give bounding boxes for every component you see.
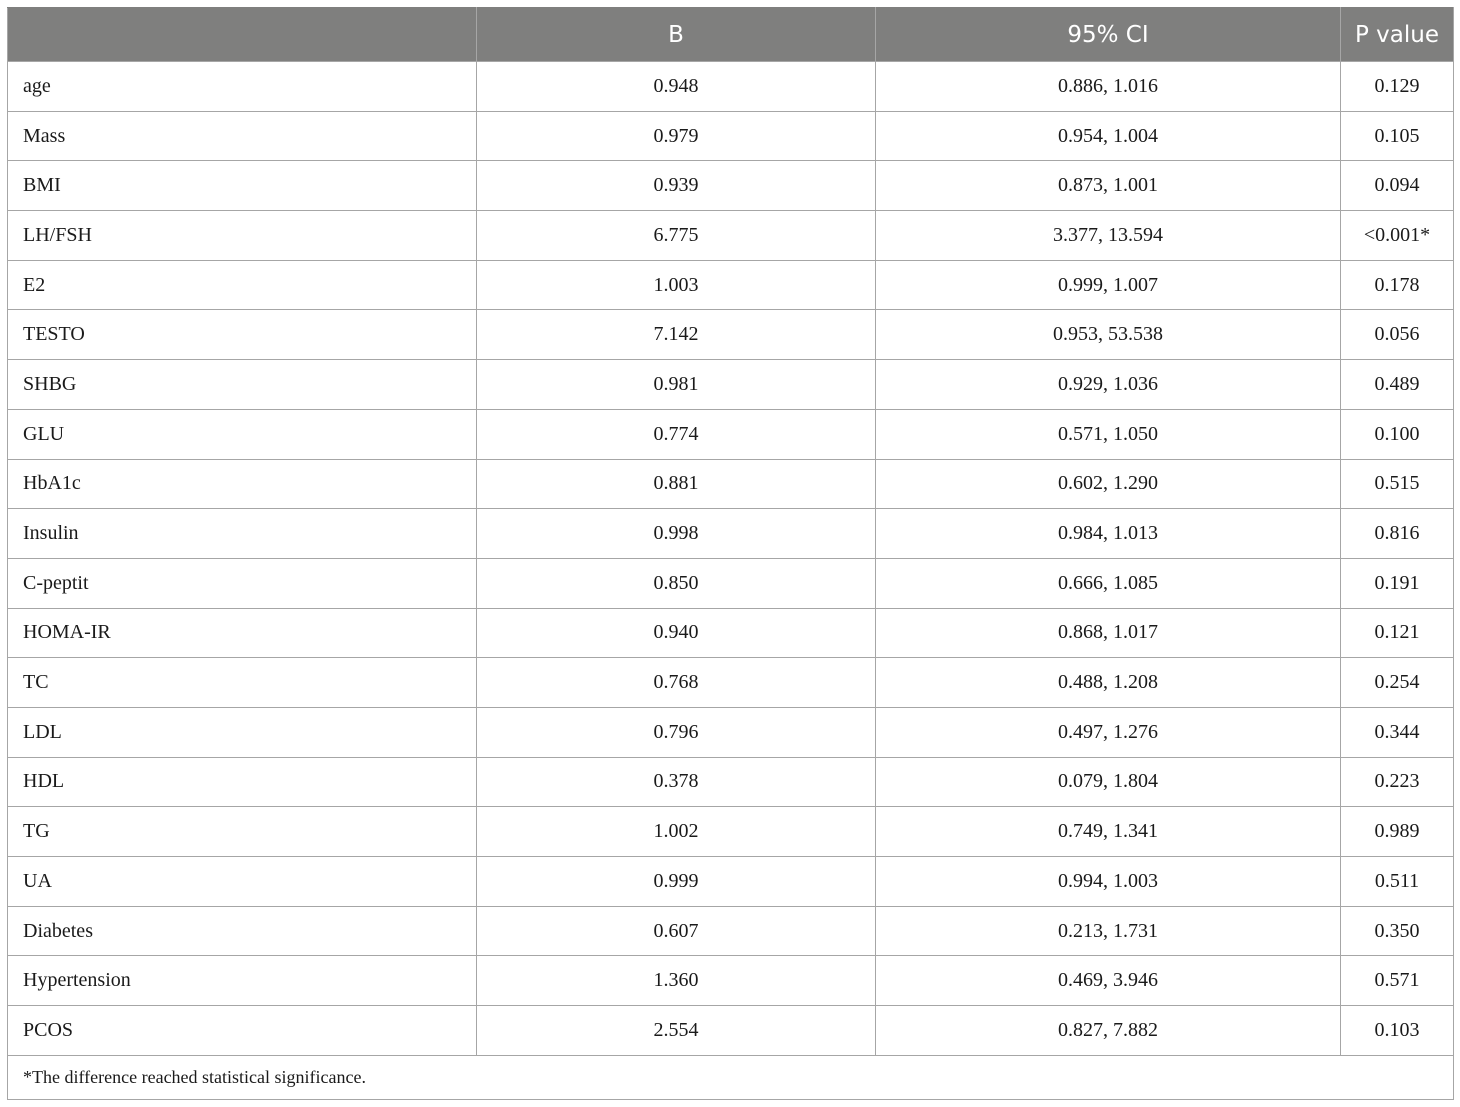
table-row <box>8 807 1454 857</box>
cell-variable: LDL <box>8 707 477 757</box>
header-row <box>8 8 1454 62</box>
table-row <box>8 360 1454 410</box>
cell-95-ci: 0.984, 1.013 <box>876 509 1341 559</box>
cell-variable: C-peptit <box>8 558 477 608</box>
table-row <box>8 310 1454 360</box>
cell-95-ci: 0.886, 1.016 <box>876 62 1341 112</box>
cell-variable: LH/FSH <box>8 211 477 261</box>
cell-95-ci: 0.666, 1.085 <box>876 558 1341 608</box>
cell-b: 0.768 <box>477 658 876 708</box>
cell-variable: Diabetes <box>8 906 477 956</box>
cell-variable: HDL <box>8 757 477 807</box>
cell-p-value: 0.103 <box>1341 1006 1454 1056</box>
cell-p-value: 0.121 <box>1341 608 1454 658</box>
header-95-ci: 95% CI <box>876 8 1341 62</box>
cell-b: 6.775 <box>477 211 876 261</box>
cell-95-ci: 0.929, 1.036 <box>876 360 1341 410</box>
table-row <box>8 260 1454 310</box>
cell-variable: PCOS <box>8 1006 477 1056</box>
cell-95-ci: 0.469, 3.946 <box>876 956 1341 1006</box>
cell-variable: GLU <box>8 409 477 459</box>
table-body <box>8 62 1454 1056</box>
results-table-container <box>7 7 1453 1100</box>
table-row <box>8 857 1454 907</box>
cell-95-ci: 3.377, 13.594 <box>876 211 1341 261</box>
cell-variable: Mass <box>8 111 477 161</box>
cell-p-value: 0.178 <box>1341 260 1454 310</box>
cell-variable: Insulin <box>8 509 477 559</box>
cell-b: 0.939 <box>477 161 876 211</box>
cell-95-ci: 0.749, 1.341 <box>876 807 1341 857</box>
cell-95-ci: 0.602, 1.290 <box>876 459 1341 509</box>
cell-b: 0.881 <box>477 459 876 509</box>
cell-95-ci: 0.954, 1.004 <box>876 111 1341 161</box>
cell-p-value: 0.223 <box>1341 757 1454 807</box>
cell-p-value: 0.100 <box>1341 409 1454 459</box>
cell-95-ci: 0.488, 1.208 <box>876 658 1341 708</box>
table-row <box>8 211 1454 261</box>
cell-p-value: 0.094 <box>1341 161 1454 211</box>
cell-variable: E2 <box>8 260 477 310</box>
cell-p-value: 0.489 <box>1341 360 1454 410</box>
cell-p-value: 0.129 <box>1341 62 1454 112</box>
cell-95-ci: 0.079, 1.804 <box>876 757 1341 807</box>
cell-95-ci: 0.571, 1.050 <box>876 409 1341 459</box>
table-row <box>8 459 1454 509</box>
cell-b: 0.979 <box>477 111 876 161</box>
table-row <box>8 757 1454 807</box>
cell-variable: Hypertension <box>8 956 477 1006</box>
header-variable <box>8 8 477 62</box>
cell-b: 2.554 <box>477 1006 876 1056</box>
cell-b: 0.981 <box>477 360 876 410</box>
cell-95-ci: 0.827, 7.882 <box>876 1006 1341 1056</box>
table-footer <box>8 1055 1454 1099</box>
header-b: B <box>477 8 876 62</box>
cell-95-ci: 0.868, 1.017 <box>876 608 1341 658</box>
cell-b: 0.850 <box>477 558 876 608</box>
table-row <box>8 509 1454 559</box>
cell-95-ci: 0.994, 1.003 <box>876 857 1341 907</box>
cell-p-value: 0.816 <box>1341 509 1454 559</box>
cell-b: 0.796 <box>477 707 876 757</box>
cell-b: 0.607 <box>477 906 876 956</box>
cell-b: 1.002 <box>477 807 876 857</box>
table-row <box>8 409 1454 459</box>
cell-variable: SHBG <box>8 360 477 410</box>
cell-95-ci: 0.873, 1.001 <box>876 161 1341 211</box>
cell-p-value: 0.511 <box>1341 857 1454 907</box>
table-row <box>8 956 1454 1006</box>
cell-b: 7.142 <box>477 310 876 360</box>
cell-95-ci: 0.953, 53.538 <box>876 310 1341 360</box>
cell-95-ci: 0.999, 1.007 <box>876 260 1341 310</box>
cell-variable: UA <box>8 857 477 907</box>
cell-p-value: 0.571 <box>1341 956 1454 1006</box>
table-row <box>8 906 1454 956</box>
table-row <box>8 111 1454 161</box>
cell-p-value: 0.350 <box>1341 906 1454 956</box>
cell-p-value: 0.254 <box>1341 658 1454 708</box>
cell-variable: TESTO <box>8 310 477 360</box>
footnote: *The difference reached statistical significance. <box>8 1055 1454 1099</box>
cell-p-value: 0.056 <box>1341 310 1454 360</box>
table-row <box>8 1006 1454 1056</box>
cell-p-value: <0.001* <box>1341 211 1454 261</box>
cell-p-value: 0.105 <box>1341 111 1454 161</box>
cell-variable: HbA1c <box>8 459 477 509</box>
cell-b: 0.998 <box>477 509 876 559</box>
cell-b: 0.940 <box>477 608 876 658</box>
footnote-row <box>8 1055 1454 1099</box>
table-row <box>8 161 1454 211</box>
cell-b: 0.774 <box>477 409 876 459</box>
cell-variable: TG <box>8 807 477 857</box>
cell-b: 0.948 <box>477 62 876 112</box>
cell-variable: HOMA-IR <box>8 608 477 658</box>
table-row <box>8 558 1454 608</box>
table-row <box>8 608 1454 658</box>
regression-results-table <box>7 7 1454 1100</box>
cell-95-ci: 0.497, 1.276 <box>876 707 1341 757</box>
table-header <box>8 8 1454 62</box>
table-row <box>8 62 1454 112</box>
cell-p-value: 0.989 <box>1341 807 1454 857</box>
cell-b: 0.378 <box>477 757 876 807</box>
cell-variable: age <box>8 62 477 112</box>
table-row <box>8 707 1454 757</box>
cell-b: 1.003 <box>477 260 876 310</box>
cell-p-value: 0.515 <box>1341 459 1454 509</box>
cell-variable: BMI <box>8 161 477 211</box>
cell-p-value: 0.344 <box>1341 707 1454 757</box>
cell-95-ci: 0.213, 1.731 <box>876 906 1341 956</box>
cell-b: 1.360 <box>477 956 876 1006</box>
cell-p-value: 0.191 <box>1341 558 1454 608</box>
cell-b: 0.999 <box>477 857 876 907</box>
cell-variable: TC <box>8 658 477 708</box>
header-p-value: P value <box>1341 8 1454 62</box>
table-row <box>8 658 1454 708</box>
